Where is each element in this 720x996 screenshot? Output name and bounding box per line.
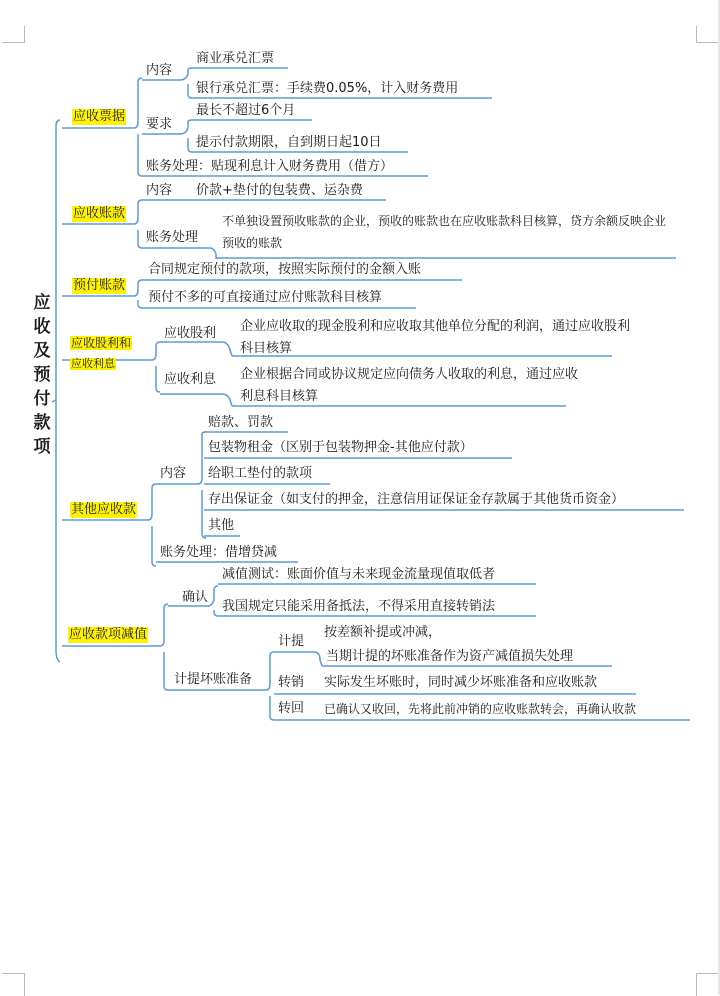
branch-notes-receivable[interactable]: 应收票据 (73, 109, 126, 124)
branch-dividends-interest-line1[interactable]: 应收股利和 (71, 336, 132, 350)
notes-requirement-label[interactable]: 要求 (146, 117, 173, 132)
other-accounting[interactable]: 账务处理：借增贷减 (160, 545, 278, 560)
root-char: 付 (33, 389, 51, 409)
provision-accrue-line1[interactable]: 按差额补提或冲减， (324, 625, 442, 640)
impairment-confirm-item[interactable]: 我国规定只能采用备抵法，不得采用直接转销法 (222, 599, 496, 614)
provision-reversal-value[interactable]: 已确认又收回，先将此前冲销的应收账款转会，再确认收款 (324, 702, 637, 716)
notes-requirement-item[interactable]: 提示付款期限，自到期日起10日 (196, 135, 382, 150)
other-content-label[interactable]: 内容 (160, 466, 187, 481)
notes-content-label[interactable]: 内容 (146, 63, 173, 78)
root-char: 预 (33, 365, 51, 385)
branch-other-receivables[interactable]: 其他应收款 (71, 502, 137, 517)
root-char: 款 (33, 413, 51, 433)
root-char: 及 (33, 341, 51, 361)
other-content-item[interactable]: 其他 (208, 518, 235, 533)
interest-receivable-label[interactable]: 应收利息 (164, 372, 217, 387)
accounts-content-label[interactable]: 内容 (146, 183, 173, 198)
provision-writeoff-label[interactable]: 转销 (278, 675, 305, 690)
other-content-item[interactable]: 存出保证金（如支付的押金，注意信用证保证金存款属于其他货币资金） (208, 492, 625, 507)
branch-prepayments[interactable]: 预付账款 (73, 278, 126, 293)
branch-dividends-interest-line2[interactable]: 应收利息 (71, 357, 115, 370)
notes-accounting[interactable]: 账务处理：贴现利息计入财务费用（借方） (146, 159, 394, 174)
interest-receivable-value[interactable]: 企业根据合同或协议规定应向债务人收取的利息，通过应收利息科目核算 (240, 367, 579, 404)
provision-accrue-line2[interactable]: 当期计提的坏账准备作为资产减值损失处理 (326, 649, 574, 664)
accounts-accounting-value[interactable]: 不单独设置预收账款的企业，预收的账款也在应收账款科目核算，贷方余额反映企业预收的账款 (222, 214, 667, 250)
other-content-item[interactable]: 给职工垫付的款项 (208, 466, 313, 481)
root-char: 应 (33, 293, 51, 313)
root-char: 项 (33, 437, 51, 457)
root-char: 收 (33, 317, 51, 337)
branch-accounts-receivable[interactable]: 应收账款 (73, 206, 126, 221)
impairment-confirm-label[interactable]: 确认 (182, 590, 209, 605)
page-corner-mark (2, 973, 25, 996)
notes-content-item[interactable]: 银行承兑汇票：手续费0.05%，计入财务费用 (196, 81, 459, 96)
accounts-accounting-label[interactable]: 账务处理 (146, 230, 199, 245)
provision-accrue-label[interactable]: 计提 (278, 634, 305, 649)
dividend-receivable-value[interactable]: 企业应收取的现金股利和应收取其他单位分配的利润，通过应收股利科目核算 (240, 319, 631, 356)
bad-debt-provision-label[interactable]: 计提坏账准备 (174, 672, 253, 687)
page-corner-mark (2, 26, 25, 43)
impairment-confirm-item[interactable]: 减值测试：账面价值与未来现金流量现值取低者 (222, 567, 496, 582)
prepaid-item[interactable]: 预付不多的可直接通过应付账款科目核算 (148, 290, 383, 305)
accounts-content-value[interactable]: 价款+垫付的包装费、运杂费 (196, 183, 363, 198)
notes-requirement-item[interactable]: 最长不超过6个月 (196, 103, 296, 118)
provision-reversal-label[interactable]: 转回 (278, 701, 305, 716)
page-corner-mark (696, 26, 719, 43)
dividend-receivable-label[interactable]: 应收股利 (164, 326, 217, 341)
branch-receivables-impairment[interactable]: 应收款项减值 (69, 627, 148, 642)
prepaid-item[interactable]: 合同规定预付的款项，按照实际预付的金额入账 (148, 262, 422, 277)
other-content-item[interactable]: 赔款、罚款 (208, 415, 274, 430)
root-title (30, 292, 54, 460)
provision-writeoff-value[interactable]: 实际发生坏账时，同时减少坏账准备和应收账款 (324, 675, 598, 690)
notes-content-item[interactable]: 商业承兑汇票 (196, 51, 275, 66)
page-corner-mark (696, 973, 719, 996)
other-content-item[interactable]: 包装物租金（区别于包装物押金-其他应付款） (208, 440, 473, 455)
